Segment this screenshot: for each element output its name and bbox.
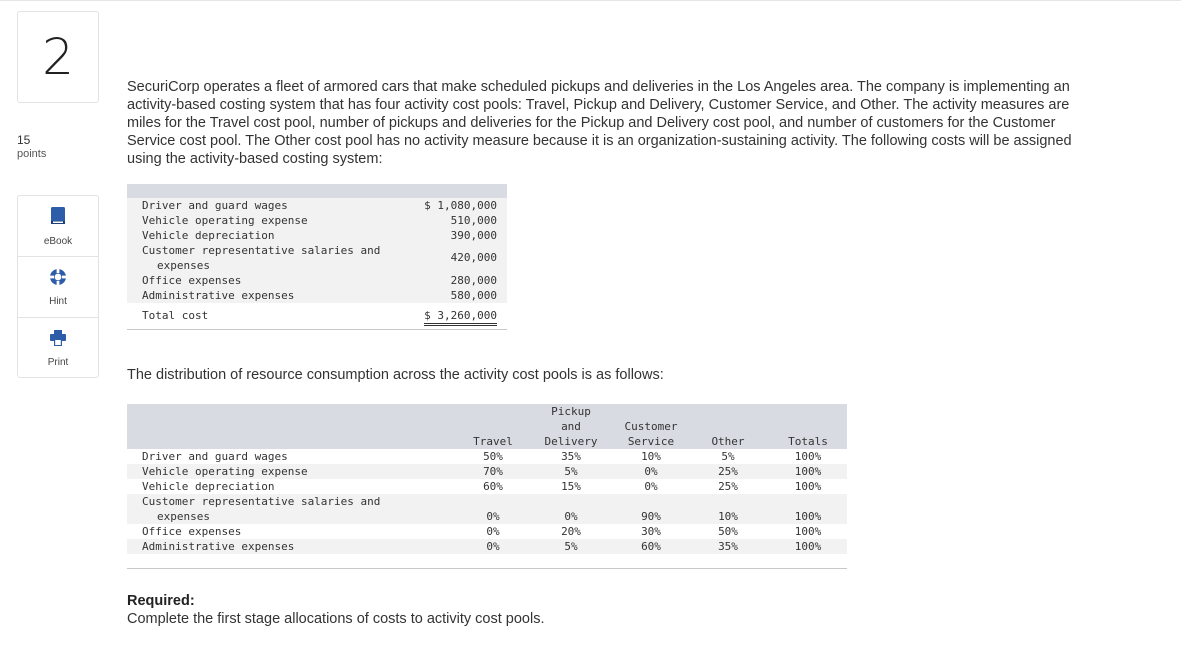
cell-customer: 30% <box>641 525 661 538</box>
cell-travel: 0% <box>486 525 500 538</box>
cost-label: Customer representative salaries and <box>142 244 381 257</box>
hint-button[interactable] <box>18 257 98 318</box>
row-label-continued: expenses <box>157 510 210 523</box>
question-text: SecuriCorp operates a fleet of armored cars that make scheduled pickups and deliveries in the Los Angeles area. The company is implementing an activity-based costing system that has four activity cost pools: Travel, Pickup and Delivery, Customer Service, and Other. The activity measures are miles for the Travel cost pool, number of pickups and deliveries for the Pickup and Delivery cost pool, and number of customers for the Customer Service cost pool. The Other cost pool has no activity measure because it is an organization-sustaining activity. The following costs will be assigned using the activity-based costing system: <box>127 79 1072 167</box>
cell-other: 25% <box>718 465 738 478</box>
cost-label-continued: expenses <box>157 259 210 272</box>
cell-travel: 0% <box>486 510 500 523</box>
cell-pickup: 20% <box>561 525 581 538</box>
row-label: Office expenses <box>142 525 242 538</box>
cell-other: 5% <box>721 450 735 463</box>
distribution-row <box>127 479 847 494</box>
cost-label: Vehicle operating expense <box>142 214 308 227</box>
distribution-row <box>127 464 847 479</box>
points-info <box>17 133 46 161</box>
cell-travel: 70% <box>483 465 503 478</box>
print-button[interactable] <box>18 318 98 379</box>
cost-row <box>127 228 507 243</box>
row-label: Vehicle depreciation <box>142 480 275 493</box>
cost-amount: $ 1,080,000 <box>424 199 497 212</box>
required-heading: Required: <box>127 593 195 609</box>
row-label: Driver and guard wages <box>142 450 288 463</box>
cost-row <box>127 243 507 273</box>
cost-label: Office expenses <box>142 274 242 287</box>
points-value: 15 <box>17 133 31 147</box>
total-amount: $ 3,260,000 <box>424 308 497 326</box>
print-icon <box>49 329 67 352</box>
cell-total: 100% <box>794 465 822 478</box>
cell-other: 10% <box>718 510 738 523</box>
cost-amount: 510,000 <box>450 214 497 227</box>
cell-total: 100% <box>794 480 822 493</box>
cell-pickup: 0% <box>564 510 578 523</box>
distribution-table <box>127 404 847 569</box>
required-section <box>127 592 544 628</box>
cell-customer: 0% <box>644 465 658 478</box>
header-totals: Totals <box>788 435 828 448</box>
hint-icon <box>49 268 67 291</box>
print-label: Print <box>47 357 69 368</box>
cell-travel: 50% <box>483 450 503 463</box>
cost-amount: 280,000 <box>450 274 497 287</box>
header-other: Other <box>711 435 745 448</box>
distribution-row <box>127 449 847 464</box>
cost-table <box>127 184 507 330</box>
question-number: 2 <box>17 11 99 103</box>
cost-amount: 580,000 <box>417 288 497 304</box>
cost-amount: 420,000 <box>450 251 497 264</box>
distribution-intro: The distribution of resource consumption across the activity cost pools is as follows: <box>127 367 664 383</box>
tools-panel <box>17 195 99 378</box>
cost-label: Administrative expenses <box>142 289 295 302</box>
cell-customer: 0% <box>644 480 658 493</box>
distribution-row <box>127 494 847 524</box>
distribution-row <box>127 539 847 554</box>
cell-other: 35% <box>718 540 738 553</box>
row-label: Vehicle operating expense <box>142 465 308 478</box>
cost-row <box>127 288 507 303</box>
cell-travel: 60% <box>483 480 503 493</box>
header-customer-service: Customer Service <box>624 420 678 448</box>
header-travel: Travel <box>473 435 513 448</box>
cell-customer: 10% <box>641 450 661 463</box>
cell-customer: 60% <box>641 540 661 553</box>
cost-label: Driver and guard wages <box>142 199 288 212</box>
cell-pickup: 5% <box>564 465 578 478</box>
cost-row <box>127 213 507 228</box>
ebook-button[interactable] <box>18 196 98 257</box>
cell-total: 100% <box>794 540 822 553</box>
cell-pickup: 35% <box>561 450 581 463</box>
ebook-label: eBook <box>43 235 73 247</box>
cell-total: 100% <box>794 510 822 523</box>
cell-total: 100% <box>794 450 822 463</box>
required-text: Complete the first stage allocations of costs to activity cost pools. <box>127 611 545 627</box>
points-label: points <box>17 148 47 160</box>
cell-pickup: 15% <box>561 480 581 493</box>
cell-other: 50% <box>718 525 738 538</box>
row-label: Customer representative salaries and <box>142 495 381 508</box>
cost-row <box>127 273 507 288</box>
distribution-header-row <box>127 404 847 449</box>
row-label: Administrative expenses <box>142 540 295 553</box>
distribution-row <box>127 524 847 539</box>
cell-travel: 0% <box>486 540 500 553</box>
cell-customer: 90% <box>641 510 661 523</box>
table-footer-spacer <box>127 554 847 568</box>
hint-label: Hint <box>49 295 67 307</box>
cell-total: 100% <box>794 525 822 538</box>
total-label: Total cost <box>142 309 209 322</box>
cell-other: 25% <box>718 480 738 493</box>
header-pickup-and-delivery: Pickup and Delivery <box>544 405 598 448</box>
ebook-icon <box>50 206 66 231</box>
total-row <box>127 303 507 329</box>
top-divider <box>0 0 1181 1</box>
cost-label: Vehicle depreciation <box>142 229 275 242</box>
cost-row <box>127 198 507 213</box>
cost-amount: 390,000 <box>450 229 497 242</box>
cell-pickup: 5% <box>564 540 578 553</box>
